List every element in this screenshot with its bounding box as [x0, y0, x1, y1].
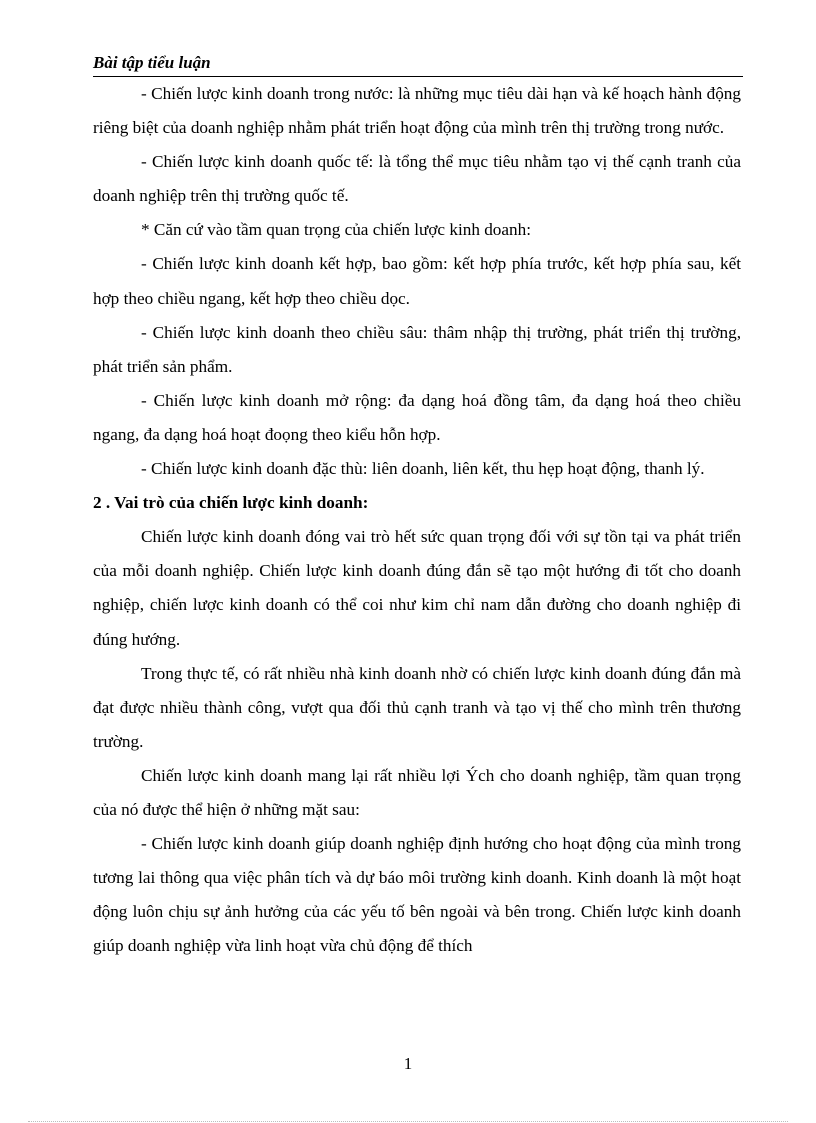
document-body: [93, 77, 741, 963]
page-bottom-divider: [28, 1121, 788, 1122]
paragraph-benefits: Chiến lược kinh doanh mang lại rất nhiều lợi Ých cho doanh nghiệp, tầm quan trọng của nó được thể hiện ở những mặt sau:: [93, 765, 741, 819]
paragraph-domestic-strategy: - Chiến lược kinh doanh trong nước: là những mục tiêu dài hạn và kế hoạch hành động riêng biệt của doanh nghiệp nhằm phát triển hoạt động của mình trên thị trường trong nước.: [93, 84, 741, 138]
paragraph-depth-strategy: - Chiến lược kinh doanh theo chiều sâu: thâm nhập thị trường, phát triển thị trường, phát triển sản phẩm.: [93, 322, 741, 376]
paragraph-integration-strategy: - Chiến lược kinh doanh kết hợp, bao gồm: kết hợp phía trước, kết hợp phía sau, kết hợp theo chiều ngang, kết hợp theo chiều dọc.: [93, 254, 741, 308]
page-number: 1: [403, 1054, 413, 1073]
paragraph-role-importance: Chiến lược kinh doanh đóng vai trò hết sức quan trọng đối với sự tồn tại va phát triển của mỗi doanh nghiệp. Chiến lược kinh doanh đúng đắn sẽ tạo một hướng đi tốt cho doanh nghiệp, chiến lược kinh doanh có thể coi như kim chỉ nam dẫn đường cho doanh nghiệp đi đúng hướng.: [93, 527, 741, 649]
section-heading-role: 2 . Vai trò của chiến lược kinh doanh:: [93, 493, 369, 513]
paragraph-specific-strategy: - Chiến lược kinh doanh đặc thù: liên doanh, liên kết, thu hẹp hoạt động, thanh lý.: [141, 459, 705, 479]
paragraph-orientation: - Chiến lược kinh doanh giúp doanh nghiệp định hướng cho hoạt động của mình trong tương lai thông qua việc phân tích và dự báo môi trường kinh doanh. Kinh doanh là một hoạt động luôn chịu sự ảnh hưởng của các yếu tố bên ngoài và bên trong. Chiến lược kinh doanh giúp doanh nghiệp vừa linh hoạt vừa chủ động để thích: [93, 834, 741, 956]
header-title: Bài tập tiểu luận: [93, 53, 211, 72]
paragraph-real-world: Trong thực tế, có rất nhiều nhà kinh doanh nhờ có chiến lược kinh doanh đúng đắn mà đạt được nhiều thành công, vượt qua đối thủ cạnh tranh và tạo vị thế cho mình trên thương trường.: [93, 663, 741, 751]
paragraph-international-strategy: - Chiến lược kinh doanh quốc tế: là tổng thể mục tiêu nhằm tạo vị thế cạnh tranh của doanh nghiệp trên thị trường quốc tế.: [93, 152, 741, 206]
paragraph-expansion-strategy: - Chiến lược kinh doanh mở rộng: đa dạng hoá đồng tâm, đa dạng hoá theo chiều ngang, đa dạng hoá hoạt đoọng theo kiểu hỗn hợp.: [93, 390, 741, 444]
paragraph-importance-basis: * Căn cứ vào tầm quan trọng của chiến lược kinh doanh:: [141, 220, 531, 240]
page-header: [93, 52, 743, 77]
